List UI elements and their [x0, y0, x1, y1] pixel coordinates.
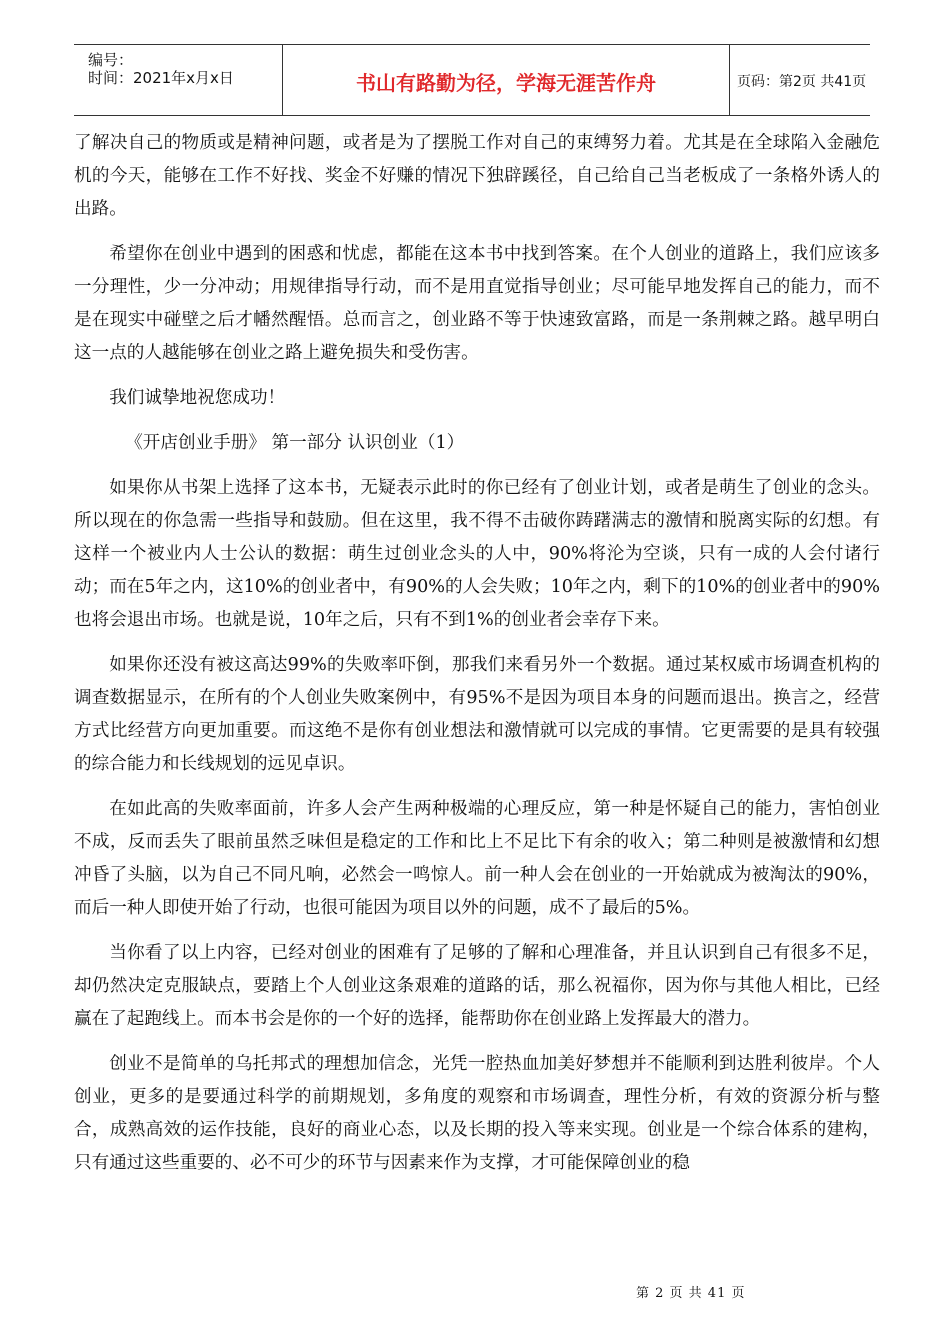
paragraph: 如果你从书架上选择了这本书，无疑表示此时的你已经有了创业计划，或者是萌生了创业的念头。所以现在的你急需一些指导和鼓励。但在这里，我不得不击破你踌躇满志的激情和脱离实际的幻想。有这样一个被业内人士公认的数据：萌生过创业念头的人中，90%将沦为空谈，只有一成的人会付诸行动；而在5年之内，这10%的创业者中，有90%的人会失败；10年之内，剩下的10%的创业者中的90%也将会退出市场。也就是说，10年之后，只有不到1%的创业者会幸存下来。	[74, 478, 880, 630]
page-code: 页码：第2页 共41页	[737, 74, 867, 90]
time-label: 时间：2021年x月x日	[88, 69, 234, 87]
paragraph: 如果你还没有被这高达99%的失败率吓倒，那我们来看另外一个数据。通过某权威市场调查机构的调查数据显示，在所有的个人创业失败案例中，有95%不是因为项目本身的问题而退出。换言之，经营方式比经营方向更加重要。而这绝不是你有创业想法和激情就可以完成的事情。它更需要的是具有较强的综合能力和长线规划的远见卓识。	[74, 655, 880, 774]
header-motto-cell	[282, 45, 730, 115]
paragraph: 创业不是简单的乌托邦式的理想加信念，光凭一腔热血加美好梦想并不能顺利到达胜利彼岸。个人创业，更多的是要通过科学的前期规划，多角度的观察和市场调查，理性分析，有效的资源分析与整合，成熟高效的运作技能，良好的商业心态，以及长期的投入等来实现。创业是一个综合体系的建构，只有通过这些重要的、必不可少的环节与因素来作为支撑，才可能保障创业的稳	[74, 1054, 880, 1173]
header-page-cell	[729, 45, 870, 115]
paragraph: 当你看了以上内容，已经对创业的困难有了足够的了解和心理准备，并且认识到自己有很多不足，却仍然决定克服缺点，要踏上个人创业这条艰难的道路的话，那么祝福你，因为你与其他人相比，已经赢在了起跑线上。而本书会是你的一个好的选择，能帮助你在创业路上发挥最大的潜力。	[74, 943, 880, 1029]
page-header	[74, 44, 870, 116]
motto-text: 书山有路勤为径，学海无涯苦作舟	[356, 71, 656, 95]
paragraph: 希望你在创业中遇到的困惑和忧虑，都能在这本书中找到答案。在个人创业的道路上，我们应该多一分理性，少一分冲动；用规律指导行动，而不是用直觉指导创业；尽可能早地发挥自己的能力，而不是在现实中碰壁之后才幡然醒悟。总而言之，创业路不等于快速致富路，而是一条荆棘之路。越早明白这一点的人越能够在创业之路上避免损失和受伤害。	[74, 244, 880, 363]
page-footer: 第 2 页 共 41 页	[636, 1286, 746, 1301]
paragraph: 了解决自己的物质或是精神问题，或者是为了摆脱工作对自己的束缚努力着。尤其是在全球陷入金融危机的今天，能够在工作不好找、奖金不好赚的情况下独辟蹊径，自己给自己当老板成了一条格外诱人的出路。	[74, 133, 880, 219]
paragraph: 在如此高的失败率面前，许多人会产生两种极端的心理反应，第一种是怀疑自己的能力，害怕创业不成，反而丢失了眼前虽然乏味但是稳定的工作和比上不足比下有余的收入；第二种则是被激情和幻想冲昏了头脑，以为自己不同凡响，必然会一鸣惊人。前一种人会在创业的一开始就成为被淘汰的90%，而后一种人即使开始了行动，也很可能因为项目以外的问题，成不了最后的5%。	[74, 799, 880, 918]
paragraph: 我们诚挚地祝您成功！	[109, 388, 286, 408]
document-body	[74, 127, 880, 1192]
section-heading: 《开店创业手册》 第一部分 认识创业（1）	[125, 433, 465, 453]
number-label: 编号：	[88, 51, 134, 69]
header-meta-cell	[74, 45, 282, 115]
